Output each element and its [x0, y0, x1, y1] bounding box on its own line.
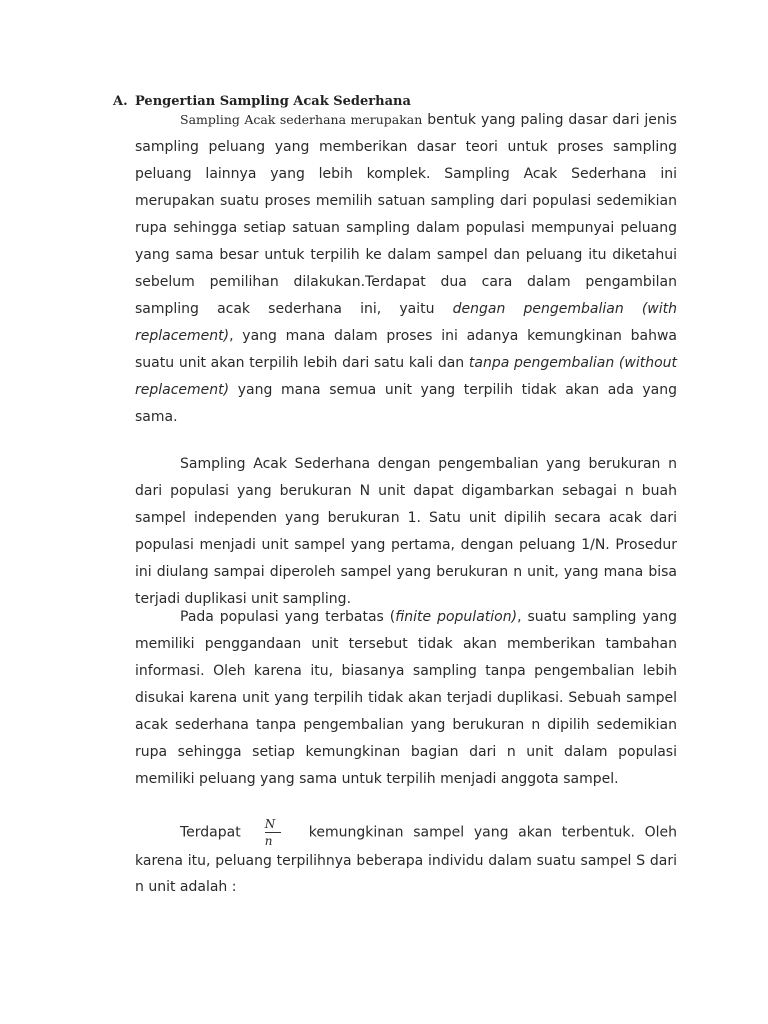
italic-term: finite population)	[395, 609, 518, 625]
text-run: , yang mana dalam proses ini adanya kemungkinan bahwa suatu unit akan terpilih lebih dari satu kali dan	[135, 328, 677, 371]
text-run: yang mana semua unit yang terpilih tidak akan ada yang sama.	[135, 382, 677, 425]
paragraph-definition	[135, 106, 677, 431]
paragraph-with-replacement	[135, 451, 677, 613]
text-run: , suatu sampling yang memiliki penggandaan unit tersebut tidak akan memberikan tambahan informasi. Oleh karena itu, biasanya sampling tanpa pengembalian lebih disukai karena unit yang terpilih tidak akan terjadi duplikasi. Sebuah sampel acak sederhana tanpa pengembalian yang berukuran n dipilih sedemikian rupa sehingga setiap kemungkinan bagian dari n unit dalam populasi memiliki peluang yang sama untuk terpilih menjadi anggota sampel.	[135, 609, 677, 787]
text-run: bentuk yang paling dasar dari jenis sampling peluang yang memberikan dasar teori untuk proses sampling peluang lainnya yang lebih komplek. Sampling Acak Sederhana ini merupakan suatu proses memilih satuan sampling dari populasi sedemikian rupa sehingga setiap satuan sampling dalam populasi mempunyai peluang yang sama besar untuk terpilih ke dalam sampel dan peluang itu diketahui sebelum pemilihan dilakukan.Terdapat dua cara dalam pengambilan sampling acak sederhana ini, yaitu	[135, 112, 677, 317]
text-run: kemungkinan sampel yang akan terbentuk. Oleh karena itu, peluang terpilihnya beberapa individu dalam suatu sampel S dari n unit adalah :	[135, 824, 677, 895]
text-run: Sampling Acak Sederhana dengan pengembalian yang berukuran n dari populasi yang berukuran N unit dapat digambarkan sebagai n buah sampel independen yang berukuran 1. Satu unit dipilih secara acak dari populasi menjadi unit sampel yang pertama, dengan peluang 1/N. Prosedur ini diulang sampai diperoleh sampel yang berukuran n unit, yang mana bisa terjadi duplikasi unit sampling.	[135, 456, 677, 607]
section-title: Pengertian Sampling Acak Sederhana	[135, 94, 411, 109]
fraction-numerator: N	[264, 817, 276, 831]
text-run: Pada populasi yang terbatas (	[180, 609, 396, 625]
italic-term: dengan pengembalian (with replacement)	[135, 301, 677, 344]
paragraph-finite-population	[135, 604, 677, 793]
lead-text: Sampling Acak sederhana merupakan	[180, 112, 423, 127]
section-number: A.	[113, 94, 128, 109]
fraction-denominator: n	[264, 834, 273, 848]
paragraph-combinations	[135, 817, 677, 900]
text-run: Terdapat	[180, 824, 241, 841]
italic-term: tanpa pengembalian (without replacement)	[135, 355, 678, 398]
fraction-n-over-n	[265, 817, 281, 848]
